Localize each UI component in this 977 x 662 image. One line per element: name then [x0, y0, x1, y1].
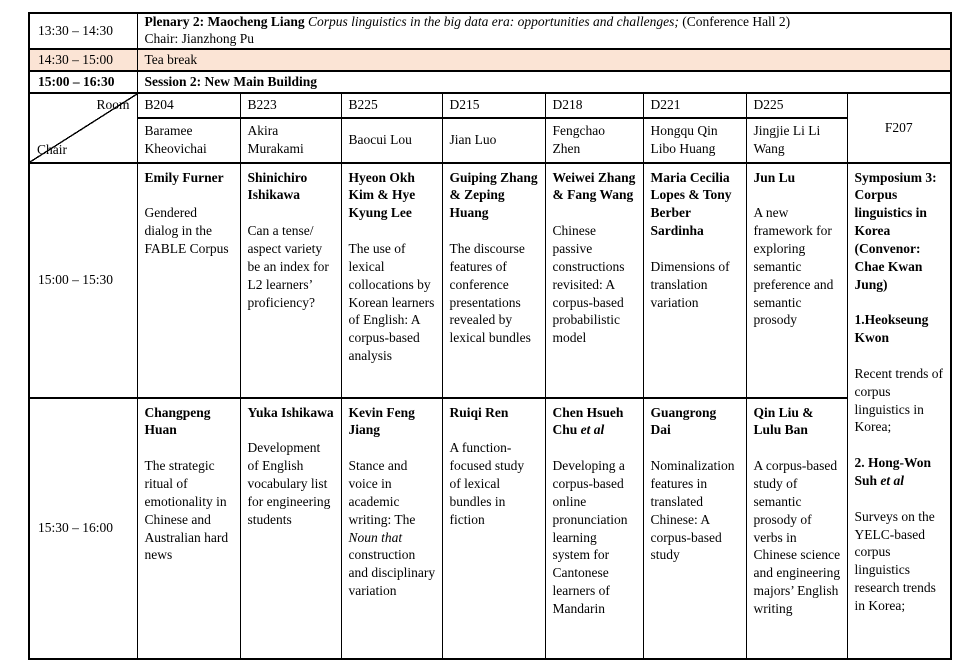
- talk-cell-b223-slot2: [240, 398, 341, 659]
- room-header-d221: D221: [643, 93, 746, 118]
- tea-break-label-cell: [137, 49, 951, 71]
- talk-title: Gendered dialog in the FABLE Corpus: [144, 205, 229, 257]
- plenary-info-cell: [137, 13, 951, 49]
- speaker-name: Weiwei Zhang & Fang Wang: [552, 169, 636, 203]
- symposium-speaker-2-etal: et al: [880, 473, 905, 488]
- room-header-d225: D225: [746, 93, 847, 118]
- talk-title: [349, 457, 436, 600]
- tea-break-row: [29, 49, 951, 71]
- plenary-title-line: [145, 14, 944, 31]
- room-header-b223: B223: [240, 93, 341, 118]
- tea-break-time-cell: [29, 49, 137, 71]
- speaker-name: Kevin Feng Jiang: [348, 404, 415, 438]
- chair-cell-d215: Jian Luo: [442, 118, 545, 163]
- speaker-name: Hyeon Okh Kim & Hye Kyung Lee: [348, 169, 416, 221]
- speaker-etal: et al: [580, 422, 605, 438]
- symposium-talk-1: Recent trends of corpus linguistics in Korea;: [854, 365, 943, 435]
- speaker-name: Guiping Zhang & Zeping Huang: [449, 169, 538, 221]
- talk-cell-b225-slot2: [341, 398, 442, 659]
- speaker-name: Maria Cecilia Lopes & Tony Berber Sardinha: [650, 169, 732, 239]
- talk-cell-d218-slot1: [545, 163, 643, 398]
- talk-cell-d221-slot1: [643, 163, 746, 398]
- time-label: 15:30 – 16:00: [38, 520, 114, 536]
- slot2-row: [29, 398, 951, 659]
- talk-cell-b204-slot1: [137, 163, 240, 398]
- slot2-time-cell: [29, 398, 137, 659]
- plenary-venue: (Conference Hall 2): [678, 14, 791, 30]
- talk-title: A corpus-based study of semantic prosody of verbs in Chinese science and engineering majors’ English writing: [753, 458, 841, 616]
- speaker-name: Guangrong Dai: [650, 404, 717, 438]
- chair-cell-b223: Akira Murakami: [240, 118, 341, 163]
- talk-title-post: construction and disciplinary variation: [348, 547, 436, 598]
- symposium-speaker-2-name: 2. Hong-Won Suh: [854, 455, 932, 488]
- plenary-title-italic: Corpus linguistics in the big data era: opportunities and challenges;: [308, 14, 679, 30]
- room-header-d215: D215: [442, 93, 545, 118]
- talk-title: The strategic ritual of emotionality in Chinese and Australian hard news: [144, 458, 229, 563]
- chair-cell-d225: Jingjie Li Li Wang: [746, 118, 847, 163]
- talk-title: Chinese passive constructions revisited: A corpus-based probabilistic model: [552, 223, 625, 346]
- talk-title: The use of lexical collocations by Korean learners of English: A corpus-based analysis: [348, 241, 435, 363]
- talk-cell-b223-slot1: [240, 163, 341, 398]
- talk-cell-b204-slot2: [137, 398, 240, 659]
- tea-break-label: Tea break: [144, 52, 198, 67]
- talk-title: Nominalization features in translated Chinese: A corpus-based study: [650, 458, 735, 563]
- talk-cell-d215-slot1: [442, 163, 545, 398]
- corner-room-chair-cell: [29, 93, 137, 163]
- symposium-speaker-2: [855, 454, 945, 490]
- talk-title: Dimensions of translation variation: [650, 258, 730, 310]
- room-header-b204: B204: [137, 93, 240, 118]
- talk-title: Can a tense/ aspect variety be an index for L2 learners’ proficiency?: [247, 223, 329, 310]
- talk-title: Development of English vocabulary list for engineering students: [247, 440, 331, 527]
- talk-cell-d218-slot2: [545, 398, 643, 659]
- chair-row: [29, 118, 951, 163]
- corner-chair-label: Chair: [37, 141, 67, 157]
- symposium-talk-2: Surveys on the YELC-based corpus linguistics research trends in Korea;: [854, 508, 936, 613]
- chair-cell-b225: Baocui Lou: [341, 118, 442, 163]
- plenary-row: [29, 13, 951, 49]
- time-label: 13:30 – 14:30: [38, 22, 114, 38]
- speaker-name: Jun Lu: [753, 169, 796, 185]
- speaker-name-text: Chen Hsueh Chu: [552, 404, 624, 438]
- plenary-title-bold: Plenary 2: Maocheng Liang: [144, 14, 308, 30]
- speaker-name: Changpeng Huan: [144, 404, 211, 438]
- talk-title-pre: Stance and voice in academic writing: The: [348, 458, 416, 527]
- chair-cell-b204: Baramee Kheovichai: [137, 118, 240, 163]
- talk-title: A new framework for exploring semantic preference and semantic prosody: [753, 205, 834, 328]
- speaker-name: Ruiqi Ren: [449, 404, 509, 420]
- room-header-d218: D218: [545, 93, 643, 118]
- room-header-f207: F207: [847, 93, 951, 163]
- plenary-time-cell: [29, 13, 137, 49]
- conference-schedule-table: [28, 12, 952, 660]
- time-label: 15:00 – 16:30: [38, 73, 115, 89]
- symposium-title: Symposium 3: Corpus linguistics in Korea (Convenor: Chae Kwan Jung): [854, 169, 937, 292]
- talk-cell-b225-slot1: [341, 163, 442, 398]
- time-label: 15:00 – 15:30: [38, 272, 114, 288]
- slot1-time-cell: [29, 163, 137, 398]
- corner-room-label: Room: [96, 96, 130, 112]
- chair-cell-d218: Fengchao Zhen: [545, 118, 643, 163]
- talk-title-italic: Noun that: [348, 529, 403, 545]
- talk-title: Developing a corpus-based online pronunciation learning system for Cantonese learners of Mandarin: [552, 458, 628, 616]
- plenary-chair-line: Chair: Jianzhong Pu: [144, 31, 254, 46]
- speaker-name: Qin Liu & Lulu Ban: [753, 404, 814, 438]
- session-time-cell: [29, 71, 137, 93]
- slot1-row: [29, 163, 951, 398]
- speaker-name: Yuka Ishikawa: [247, 404, 334, 420]
- symposium-speaker-1: 1.Heokseung Kwon: [854, 312, 929, 346]
- room-header-row: [29, 93, 951, 118]
- speaker-name: [553, 404, 637, 440]
- talk-cell-d221-slot2: [643, 398, 746, 659]
- chair-cell-d221: Hongqu Qin Libo Huang: [643, 118, 746, 163]
- session-label-cell: [137, 71, 951, 93]
- speaker-name: Emily Furner: [144, 169, 224, 185]
- session-label: Session 2: New Main Building: [144, 73, 318, 89]
- time-label: 14:30 – 15:00: [38, 52, 114, 67]
- talk-cell-d225-slot1: [746, 163, 847, 398]
- symposium-cell-f207: [847, 163, 951, 659]
- talk-title: A function-focused study of lexical bundles in fiction: [449, 440, 525, 527]
- talk-title: The discourse features of conference presentations revealed by lexical bundles: [449, 241, 531, 346]
- speaker-name: Shinichiro Ishikawa: [247, 169, 308, 203]
- session-header-row: [29, 71, 951, 93]
- talk-cell-d225-slot2: [746, 398, 847, 659]
- talk-cell-d215-slot2: [442, 398, 545, 659]
- room-header-b225: B225: [341, 93, 442, 118]
